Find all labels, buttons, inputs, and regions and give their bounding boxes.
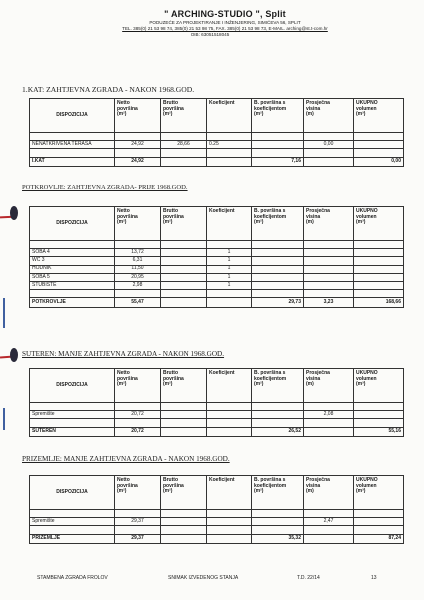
col-koef: Koeficijent bbox=[207, 99, 252, 133]
col-volumen: UKUPNO volumen (m³) bbox=[354, 99, 404, 133]
table-row: SOBA 4 13,72 1 bbox=[30, 249, 404, 257]
table-sum-row: PRIZEMLJE 29,37 35,32 87,24 bbox=[30, 534, 404, 544]
punch-hole bbox=[10, 348, 18, 362]
table-row: SOBA 5 20,95 1 bbox=[30, 273, 404, 281]
edge-mark bbox=[3, 298, 5, 328]
table-row: WC 3 6,31 1 bbox=[30, 257, 404, 265]
company-contact: TEL. 385(0) 21 53 98 74, 385(0) 21 53 98 75, FAX. 385(0) 21 53 98 73, E-MAIL. arching@st.t-com.hr bbox=[122, 26, 328, 31]
section-title-suteren: SUTEREN: MANJE ZAHTJEVNA ZGRADA - NAKON 1968.GOD. bbox=[22, 350, 225, 358]
table-header: DISPOZICIJA Netto površina (m²) Brutto površina (m²) Koeficijent B. površina s koeficijentom (m²) Prosječna visina (m) UKUPNO volumen (m³) bbox=[30, 476, 404, 510]
table-row: STUBIŠTE 2,98 1 bbox=[30, 281, 404, 289]
table-kat bbox=[29, 98, 404, 167]
table-row: NENATKRIVENA TERASA 24,92 28,66 0.25 0,00 bbox=[30, 141, 404, 149]
section-title-potkrovlje: POTKROVLJE: ZAHTJEVNA ZGRADA- PRIJE 1968.GOD. bbox=[22, 184, 188, 191]
table-row: HODNIK 11,50 1 bbox=[30, 265, 404, 273]
table-sum-row: POTKROVLJE 55,47 29,73 3,23 168,66 bbox=[30, 298, 404, 308]
company-title: " ARCHING-STUDIO ", Split bbox=[164, 9, 286, 19]
col-bpov: B. površina s koeficijentom (m²) bbox=[252, 99, 304, 133]
col-brutto: Brutto površina (m²) bbox=[161, 99, 207, 133]
col-netto: Netto površina (m²) bbox=[115, 99, 161, 133]
table-sum-row: SUTEREN 20,72 26,52 55,16 bbox=[30, 427, 404, 437]
table-header: DISPOZICIJA Netto površina (m²) Brutto površina (m²) Koeficijent B. površina s koeficijentom (m²) Prosječna visina (m) UKUPNO volumen (m³) bbox=[30, 207, 404, 241]
table-potkrovlje bbox=[29, 206, 404, 308]
table-sum-row: I.KAT 24,92 7,16 0,00 bbox=[30, 157, 404, 167]
footer-project: STAMBENA ZGRADA FROLOV bbox=[37, 575, 108, 581]
punch-hole bbox=[10, 206, 18, 220]
table-header bbox=[30, 99, 404, 133]
section-title-kat: 1.KAT: ZAHTJEVNA ZGRADA - NAKON 1968.GOD. bbox=[22, 85, 195, 94]
col-visina: Prosječna visina (m) bbox=[304, 99, 354, 133]
footer-title: SNIMAK IZVEDENOG STANJA bbox=[168, 575, 239, 581]
table-row: Spremište 20,72 2,08 bbox=[30, 411, 404, 419]
company-address: PODUZEĆE ZA PROJEKTIRANJE I INŽENJERING, SIMIĆEVA 56, SPLIT bbox=[149, 20, 301, 25]
table-row: Spremište 29,37 2,47 bbox=[30, 518, 404, 526]
col-dispozicija: DISPOZICIJA bbox=[30, 99, 115, 133]
edge-mark bbox=[3, 408, 5, 430]
company-oib: OIB: 63051518045 bbox=[190, 32, 230, 37]
table-header: DISPOZICIJA Netto površina (m²) Brutto površina (m²) Koeficijent B. površina s koeficijentom (m²) Prosječna visina (m) UKUPNO volumen (m³) bbox=[30, 369, 404, 403]
section-title-prizemlje: PRIZEMLJE: MANJE ZAHTJEVNA ZGRADA - NAKON 1968.GOD. bbox=[22, 455, 230, 463]
footer-ref: T.D. 22/14 bbox=[297, 575, 320, 581]
page-number: 13 bbox=[371, 575, 377, 581]
table-prizemlje bbox=[29, 475, 404, 544]
table-suteren bbox=[29, 368, 404, 437]
